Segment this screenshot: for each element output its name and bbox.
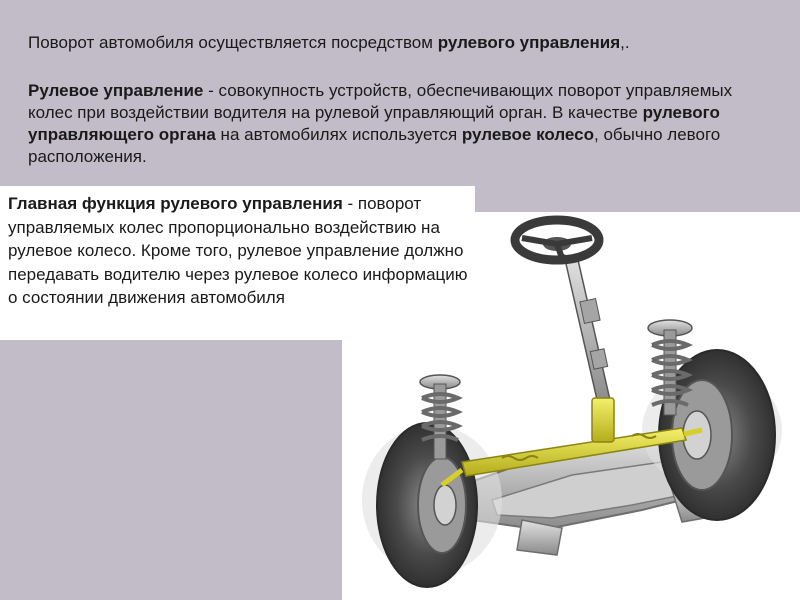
- white-panel-strip: [0, 336, 342, 340]
- definition-text-3: , обычно левого расположения.: [28, 125, 721, 166]
- definition-term: Рулевое управление: [28, 81, 204, 100]
- intro-text-before: Поворот автомобиля осуществляется посредством: [28, 33, 438, 52]
- definition-paragraph: [28, 80, 758, 168]
- steering-column: [564, 255, 610, 404]
- definition-bold-wheel: рулевое колесо: [461, 125, 594, 144]
- left-wheel: [362, 423, 502, 587]
- definition-bold-control: рулевого управляющего органа: [28, 103, 720, 144]
- main-function-text: - поворот управляемых колес пропорционально воздействию на рулевое колесо. Кроме того, рулевое управление должно передавать водителю через рулевое колесо информацию о состоянии движения автомобиля: [8, 194, 468, 307]
- main-function-term: Главная функция рулевого управления: [8, 194, 343, 213]
- steering-wheel: [515, 220, 599, 260]
- definition-text-1: - совокупность устройств, обеспечивающих поворот управляемых колес при воздействии водителя на рулевой управляющий орган. В качестве: [28, 81, 733, 122]
- intro-paragraph: [28, 32, 778, 54]
- intro-bold-term: рулевого управления: [437, 33, 621, 52]
- intro-text-after: ,.: [620, 33, 630, 52]
- steering-system-illustration: [342, 200, 800, 600]
- definition-text-2: на автомобилях используется: [215, 125, 462, 144]
